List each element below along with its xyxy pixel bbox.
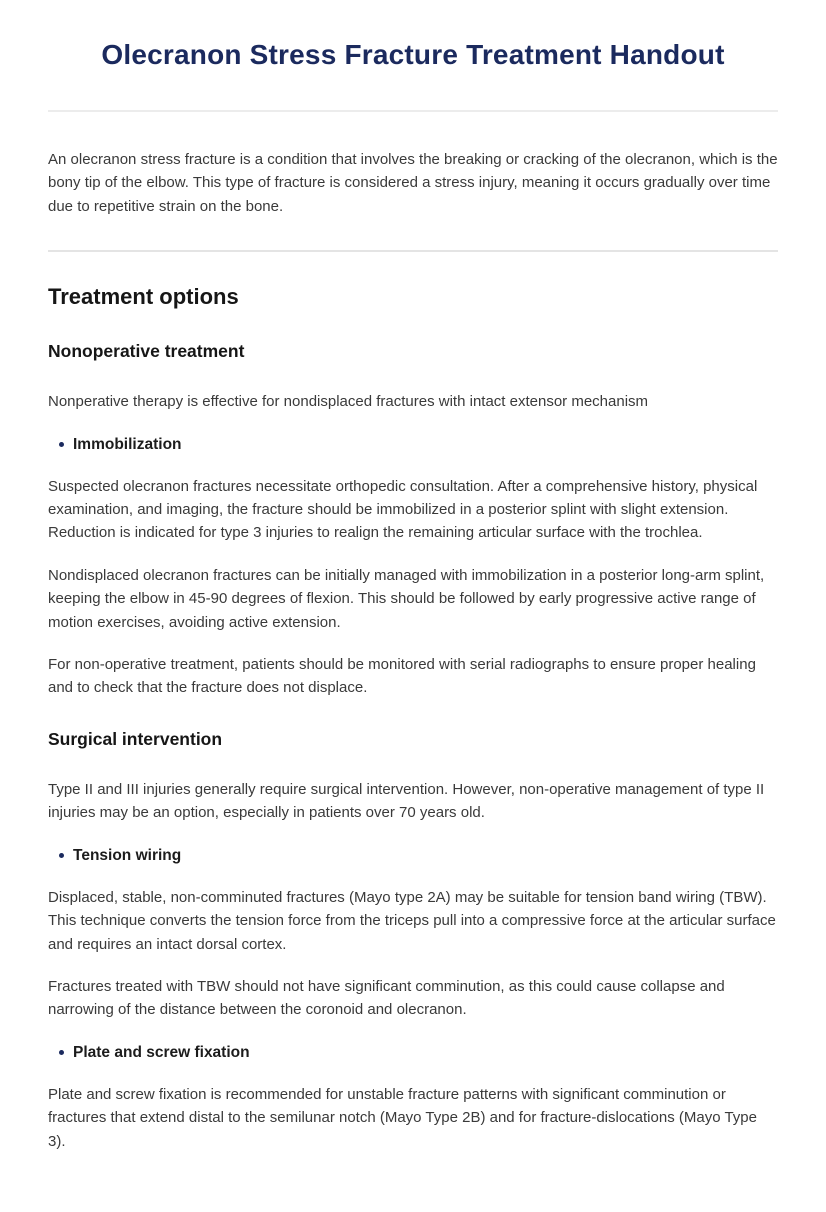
bullet-label-immobilization: Immobilization	[73, 435, 182, 453]
list-item-plate-and-screw-fixation	[48, 1041, 778, 1064]
list-item-immobilization	[48, 433, 778, 456]
bullet-icon	[59, 442, 64, 447]
tension-wiring-paragraph-1: Displaced, stable, non-comminuted fractures (Mayo type 2A) may be suitable for tension band wiring (TBW). This technique converts the tension force from the triceps pull into a compressive force at the articular surface and requires an intact dorsal cortex.	[48, 888, 776, 953]
immobilization-paragraph-1: Suspected olecranon fractures necessitate orthopedic consultation. After a comprehensive history, physical examination, and imaging, the fracture should be immobilized in a posterior splint with slight extension. Reduction is indicated for type 3 injuries to realign the remaining articular surface with the trochlea.	[48, 477, 758, 542]
divider-below-title	[48, 110, 778, 112]
immobilization-paragraph-3: For non-operative treatment, patients should be monitored with serial radiographs to ensure proper healing and to check that the fracture does not displace.	[48, 656, 756, 697]
bullet-icon	[59, 1050, 64, 1055]
nonoperative-bullet-list	[48, 433, 778, 456]
bullet-label-plate-and-screw-fixation: Plate and screw fixation	[73, 1043, 250, 1061]
immobilization-paragraph-2: Nondisplaced olecranon fractures can be initially managed with immobilization in a posterior long-arm splint, keeping the elbow in 45-90 degrees of flexion. This should be followed by early progressive active range of motion exercises, avoiding active extension.	[48, 566, 765, 631]
plate-fixation-paragraph-1: Plate and screw fixation is recommended for unstable fracture patterns with significant comminution or fractures that extend distal to the semilunar notch (Mayo Type 2B) and for fracture-dislocations (Mayo Type 3).	[48, 1085, 757, 1150]
bullet-label-tension-wiring: Tension wiring	[73, 846, 182, 864]
tension-wiring-bullet-list	[48, 844, 778, 867]
section-heading-treatment-options: Treatment options	[48, 284, 239, 310]
plate-fixation-bullet-list	[48, 1041, 778, 1064]
tension-wiring-paragraph-2: Fractures treated with TBW should not have significant comminution, as this could cause collapse and narrowing of the distance between the coronoid and olecranon.	[48, 977, 725, 1019]
list-item-tension-wiring	[48, 844, 778, 867]
bullet-icon	[59, 853, 64, 858]
subsection-heading-nonoperative-treatment: Nonoperative treatment	[48, 341, 245, 362]
subsection-heading-surgical-intervention: Surgical intervention	[48, 728, 223, 749]
document-title: Olecranon Stress Fracture Treatment Handout	[101, 39, 725, 70]
nonoperative-intro-paragraph: Nonperative therapy is effective for nondisplaced fractures with intact extensor mechanism	[48, 393, 649, 411]
divider-below-intro	[48, 250, 778, 252]
intro-paragraph: An olecranon stress fracture is a condition that involves the breaking or cracking of the olecranon, which is the bony tip of the elbow. This type of fracture is considered a stress injury, meaning it occurs gradually over time due to repetitive strain on the bone.	[48, 151, 778, 215]
surgical-intro-paragraph: Type II and III injuries generally require surgical intervention. However, non-operative management of type II injuries may be an option, especially in patients over 70 years old.	[48, 780, 765, 822]
